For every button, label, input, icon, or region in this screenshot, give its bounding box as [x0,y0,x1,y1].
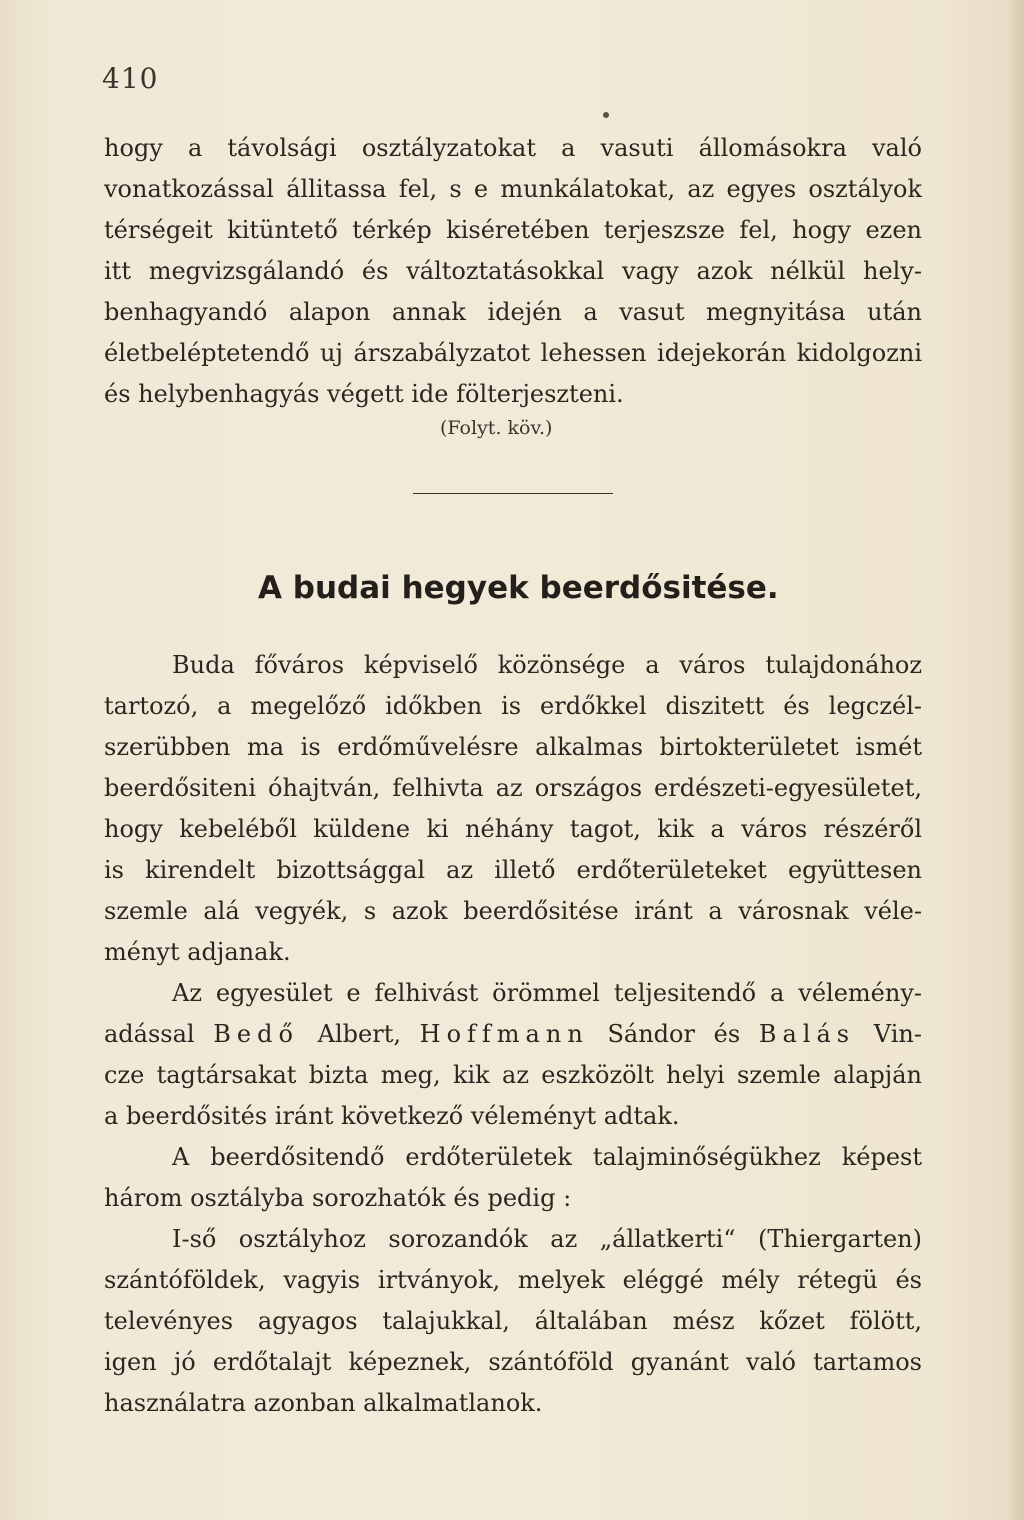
text-line: vonatkozással állitassa fel, s e munkálatokat, az egyes osztályok [104,175,922,203]
article-title: A budai hegyek beerdősitése. [258,570,779,606]
section-divider [413,493,613,494]
text-line: tartozó, a megelőző időkben is erdőkkel diszitett és legczél- [104,692,922,720]
text-line: I-ső osztályhoz sorozandók az „állatkerti“ (Thiergarten) [172,1225,922,1253]
text-line: igen jó erdőtalajt képeznek, szántóföld gyanánt való tartamos [104,1348,922,1376]
text-line: ményt adjanak. [104,938,291,966]
text-fragment: adással [104,1020,195,1048]
text-line: szerübben ma is erdőművelésre alkalmas birtokterületet ismét [104,733,922,761]
text-line: hogy kebeléből küldene ki néhány tagot, kik a város részéről [104,815,922,843]
person-name-balas: Balás [758,1020,856,1048]
text-line: Az egyesület e felhivást örömmel teljesitendő a vélemény- [172,979,922,1007]
page-number: 410 [102,62,159,95]
text-line: szemle alá vegyék, s azok beerdősitése iránt a városnak véle- [104,897,922,925]
person-name-hoffmann: Hoffmann [419,1020,589,1048]
text-line: három osztályba sorozhatók és pedig : [104,1184,572,1212]
text-line: használatra azonban alkalmatlanok. [104,1389,543,1417]
text-fragment: Sándor és [607,1020,741,1048]
text-line: szántóföldek, vagyis irtványok, melyek eléggé mély rétegü és [104,1266,922,1294]
text-line: hogy a távolsági osztályzatokat a vasuti állomásokra való [104,134,922,162]
text-line: A beerdősitendő erdőterületek talajminőségükhez képest [172,1143,922,1171]
text-line: a beerdősités iránt következő véleményt adtak. [104,1102,680,1130]
person-name-bedo: Bedő [213,1020,299,1048]
intro-paragraph [104,128,922,415]
text-line: beerdősiteni óhajtván, felhivta az országos erdészeti-egyesületet, [104,774,922,802]
text-line: térségeit kitüntető térkép kiséretében terjeszsze fel, hogy ezen [104,216,922,244]
text-line: cze tagtársakat bizta meg, kik az eszközölt helyi szemle alapján [104,1061,922,1089]
text-fragment: Vin- [873,1020,922,1048]
text-line: Buda főváros képviselő közönsége a város tulajdonához [172,651,922,679]
text-line: televényes agyagos talajukkal, általában mész kőzet fölött, [104,1307,922,1335]
ink-speck [603,112,609,118]
article-body [104,645,922,1424]
continued-note: (Folyt. köv.) [440,417,553,439]
text-line: itt megvizsgálandó és változtatásokkal vagy azok nélkül hely- [104,257,922,285]
text-line-with-names [104,1014,922,1055]
text-line: életbeléptetendő uj árszabályzatot lehessen idejekorán kidolgozni [104,339,922,367]
text-line: benhagyandó alapon annak idején a vasut megnyitása után [104,298,922,326]
text-fragment: Albert, [317,1020,401,1048]
page-edge-shadow [1006,0,1024,1520]
text-line: és helybenhagyás végett ide fölterjeszteni. [104,380,624,408]
text-line: is kirendelt bizottsággal az illető erdőterületeket együttesen [104,856,922,884]
